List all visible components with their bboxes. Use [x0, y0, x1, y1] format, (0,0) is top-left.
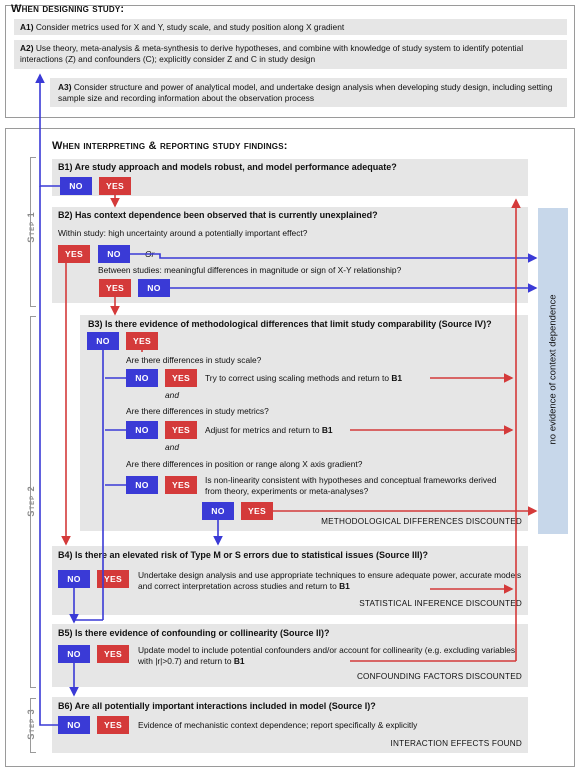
b3-and-2: and — [165, 442, 179, 452]
a2-label: A2) — [20, 43, 34, 53]
a1-label: A1) — [20, 22, 34, 32]
b2-question: B2) Has context dependence been observed that is currently unexplained? — [58, 210, 378, 220]
b2-within-no-button[interactable]: NO — [98, 245, 130, 263]
b6-no-button[interactable]: NO — [58, 716, 90, 734]
b5-action-text: Update model to include potential confounders and/or account for collinearity (e.g. excluding variables with |r|>0.7) and return to — [138, 645, 516, 666]
b4-no-button[interactable]: NO — [58, 570, 90, 588]
b4-question: B4) Is there an elevated risk of Type M or S errors due to statistical issues (Source III)? — [58, 550, 428, 560]
a3-label: A3) — [58, 82, 72, 92]
b1-yes-button[interactable]: YES — [99, 177, 131, 195]
b3-discounted: METHODOLOGICAL DIFFERENCES DISCOUNTED — [321, 517, 522, 526]
b3-scale-yes-button[interactable]: YES — [165, 369, 197, 387]
b5-yes-button[interactable]: YES — [97, 645, 129, 663]
b2-within-no-arrow — [130, 254, 536, 258]
b6-found: INTERACTION EFFECTS FOUND — [390, 739, 522, 748]
b3-metrics-action-text: Adjust for metrics and return to — [205, 425, 322, 435]
b2-between: Between studies: meaningful differences in magnitude or sign of X-Y relationship? — [98, 265, 402, 275]
step2-label: Step 2 — [26, 485, 36, 517]
b5-no-button[interactable]: NO — [58, 645, 90, 663]
b2-within-yes-button[interactable]: YES — [58, 245, 90, 263]
b5-discounted: CONFOUNDING FACTORS DISCOUNTED — [356, 672, 522, 681]
b3-no-button[interactable]: NO — [87, 332, 119, 350]
b3-gradient-question: Are there differences in position or range along X axis gradient? — [126, 459, 363, 469]
b3-metrics-b1-ref: B1 — [321, 425, 333, 435]
b3-nonlinear-yes-button[interactable]: YES — [241, 502, 273, 520]
no-context-dependence-label: no evidence of context dependence — [547, 294, 559, 445]
b6-no-loop-line — [40, 186, 58, 725]
b3-question: B3) Is there evidence of methodological differences that limit study comparability (Source IV)? — [88, 319, 492, 329]
b3-yes-button[interactable]: YES — [126, 332, 158, 350]
b1-no-arrow — [40, 75, 60, 186]
a1-body: Consider metrics used for X and Y, study scale, and study position along X gradient — [35, 22, 345, 32]
interpret-title: When interpreting & reporting study findings: — [52, 140, 288, 152]
b1-question: B1) Are study approach and models robust, and model performance adequate? — [58, 162, 397, 172]
b3-metrics-yes-button[interactable]: YES — [165, 421, 197, 439]
b4-action-text: Undertake design analysis and use appropriate techniques to ensure adequate power, accurate models and correct interpretation across studies and return to — [138, 570, 522, 591]
b3-and-1: and — [165, 390, 179, 400]
step3-label: Step 3 — [26, 708, 36, 740]
step1-label: Step 1 — [26, 211, 36, 243]
b2-between-no-button[interactable]: NO — [138, 279, 170, 297]
b6-yes-button[interactable]: YES — [97, 716, 129, 734]
design-title: When designing study: — [11, 3, 125, 15]
b2-or: Or — [145, 249, 155, 259]
a2-body: Use theory, meta-analysis & meta-synthesis to derive hypotheses, and combine with knowledge of study system to identify potential interactions (Z) and confounders (C); explicitly consider Z and C in study design — [20, 43, 524, 64]
b3-gradient-yes-button[interactable]: YES — [165, 476, 197, 494]
b1-no-button[interactable]: NO — [60, 177, 92, 195]
b3-gradient-no-button[interactable]: NO — [126, 476, 158, 494]
b5-question: B5) Is there evidence of confounding or collinearity (Source II)? — [58, 628, 330, 638]
b3-metrics-no-button[interactable]: NO — [126, 421, 158, 439]
b3-scale-no-button[interactable]: NO — [126, 369, 158, 387]
b3-nonlinear-no-button[interactable]: NO — [202, 502, 234, 520]
b2-within: Within study: high uncertainty around a potentially important effect? — [58, 228, 308, 238]
b3-metrics-question: Are there differences in study metrics? — [126, 406, 269, 416]
b3-scale-b1-ref: B1 — [391, 373, 403, 383]
b3-gradient-action: Is non-linearity consistent with hypotheses and conceptual frameworks derived from theory, experiments or meta-analyses? — [205, 475, 497, 496]
a3-body: Consider structure and power of analytical model, and undertake design analysis when developing study design, including setting sample size and recording information about the observation process — [58, 82, 553, 103]
b3-scale-question: Are there differences in study scale? — [126, 355, 262, 365]
b6-action: Evidence of mechanistic context dependence; report specifically & explicitly — [138, 720, 418, 730]
b2-between-yes-button[interactable]: YES — [99, 279, 131, 297]
b4-b1-ref: B1 — [339, 580, 350, 591]
b5-b1-ref: B1 — [233, 655, 245, 666]
b3-scale-action-text: Try to correct using scaling methods and return to — [205, 373, 392, 383]
b4-yes-button[interactable]: YES — [97, 570, 129, 588]
b4-discounted: STATISTICAL INFERENCE DISCOUNTED — [359, 599, 522, 608]
b6-question: B6) Are all potentially important interactions included in model (Source I)? — [58, 701, 376, 711]
